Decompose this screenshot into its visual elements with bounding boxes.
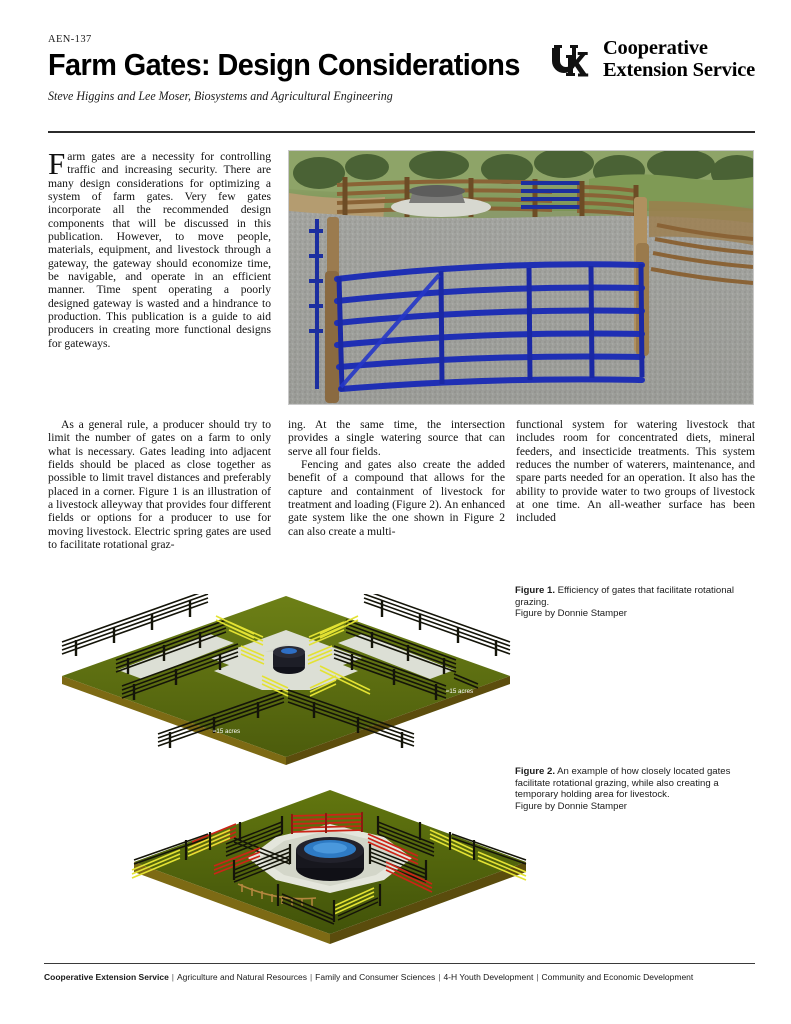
paragraph-general-rule: As a general rule, a producer should try to limit the number of gates on a farm to only what is necessary. Gates leading into adjacent fields should be placed as close together as possible to limit travel distances and preferably placed in a corner. Figure 1 is an illustration of a livestock alleyway that provides four different fields or options for a producer to use for moving livestock. Electric spring gates are used to facilitate rotational graz- (48, 418, 271, 552)
drop-cap: F (48, 146, 66, 181)
figure-1-caption-text: Efficiency of gates that facilitate rotational grazing. (515, 585, 734, 608)
footer-separator-4: | (536, 972, 539, 982)
figure-1-illustration (58, 594, 513, 769)
footer-separator-3: | (438, 972, 441, 982)
paragraph-intersection: ing. At the same time, the intersection provides a single watering source that can serve all four fields. (288, 418, 505, 458)
author-byline: Steve Higgins and Lee Moser, Biosystems and Agricultural Engineering (48, 88, 393, 103)
footer-item-3: Community and Economic Development (541, 972, 694, 982)
figure-1-label: Figure 1. (515, 585, 555, 596)
paragraph-functional-system: functional system for watering livestock that includes room for concentrated diets, mineral feeders, and insecticide treatments. This system reduces the number of waterers, maintenance, and spare parts needed for an operation. It also has the ability to provide water to two groups of livestock at one time. An all-weather surface has been included (516, 418, 755, 525)
figure-2-credit: Figure by Donnie Stamper (515, 800, 627, 812)
logo-line-1: Cooperative (602, 37, 708, 59)
extension-logo-text (603, 38, 755, 82)
farm-gate-photo (288, 150, 754, 405)
body-column-left-upper (48, 146, 271, 350)
footer-item-0: Agriculture and Natural Resources (176, 972, 308, 982)
body-column-left-lower (48, 418, 271, 551)
page-footer (44, 972, 752, 982)
paragraph-intro-text: arm gates are a necessity for controlling traffic and increasing security. There are many design considerations for optimizing a system of farm gates. Very few gates incorporate all the recommended design components that will be discussed in this publication. However, to move people, materials, equipment, and livestock through a gateway, the gateway should economize time, be navigable, and operate in an efficient manner. Time spent operating a poorly designed gateway is wasted and a hindrance to production. This publication is a guide to aid producers in creating more functional designs for gateways. (48, 150, 271, 350)
footer-separator-1: | (171, 972, 175, 982)
header-divider (48, 131, 755, 133)
footer-item-1: Family and Consumer Sciences (315, 972, 436, 982)
logo-line-2: Extension Service (602, 58, 755, 81)
figure-1-caption (515, 585, 755, 620)
figure-1-credit: Figure by Donnie Stamper (515, 608, 627, 620)
fig1-acre-label-2: ≈15 acres (346, 611, 374, 618)
document-number: AEN-137 (48, 34, 92, 45)
paragraph-intro (48, 146, 271, 350)
page-title: Farm Gates: Design Considerations (48, 47, 520, 82)
fig1-acre-label-3: ≈15 acres (446, 688, 474, 695)
paragraph-fencing-gates: Fencing and gates also create the added benefit of a compound that allows for the capture and containment of livestock for treatment and loading (Figure 2). An enhanced gate system like the one shown in Figure 2 can also create a multi- (288, 458, 505, 538)
body-column-middle (288, 418, 505, 538)
uk-extension-logo (552, 38, 755, 82)
footer-divider (44, 963, 755, 964)
figure-2-label: Figure 2. (515, 766, 555, 777)
fig1-acre-label-4: ≈15 acres (213, 728, 241, 735)
figure-2-caption-text: An example of how closely located gates facilitate rotational grazing, while also creating a temporary holding area for livestock. (515, 766, 731, 801)
footer-item-2: 4-H Youth Development (443, 972, 534, 982)
body-column-right (516, 418, 755, 525)
figure-2-caption (515, 766, 755, 812)
footer-lead: Cooperative Extension Service (44, 972, 169, 982)
fig1-acre-label-1: ≈15 acres (120, 639, 148, 646)
figure-2-illustration (130, 788, 530, 956)
uk-monogram-icon (552, 42, 596, 78)
footer-separator-2: | (310, 972, 313, 982)
